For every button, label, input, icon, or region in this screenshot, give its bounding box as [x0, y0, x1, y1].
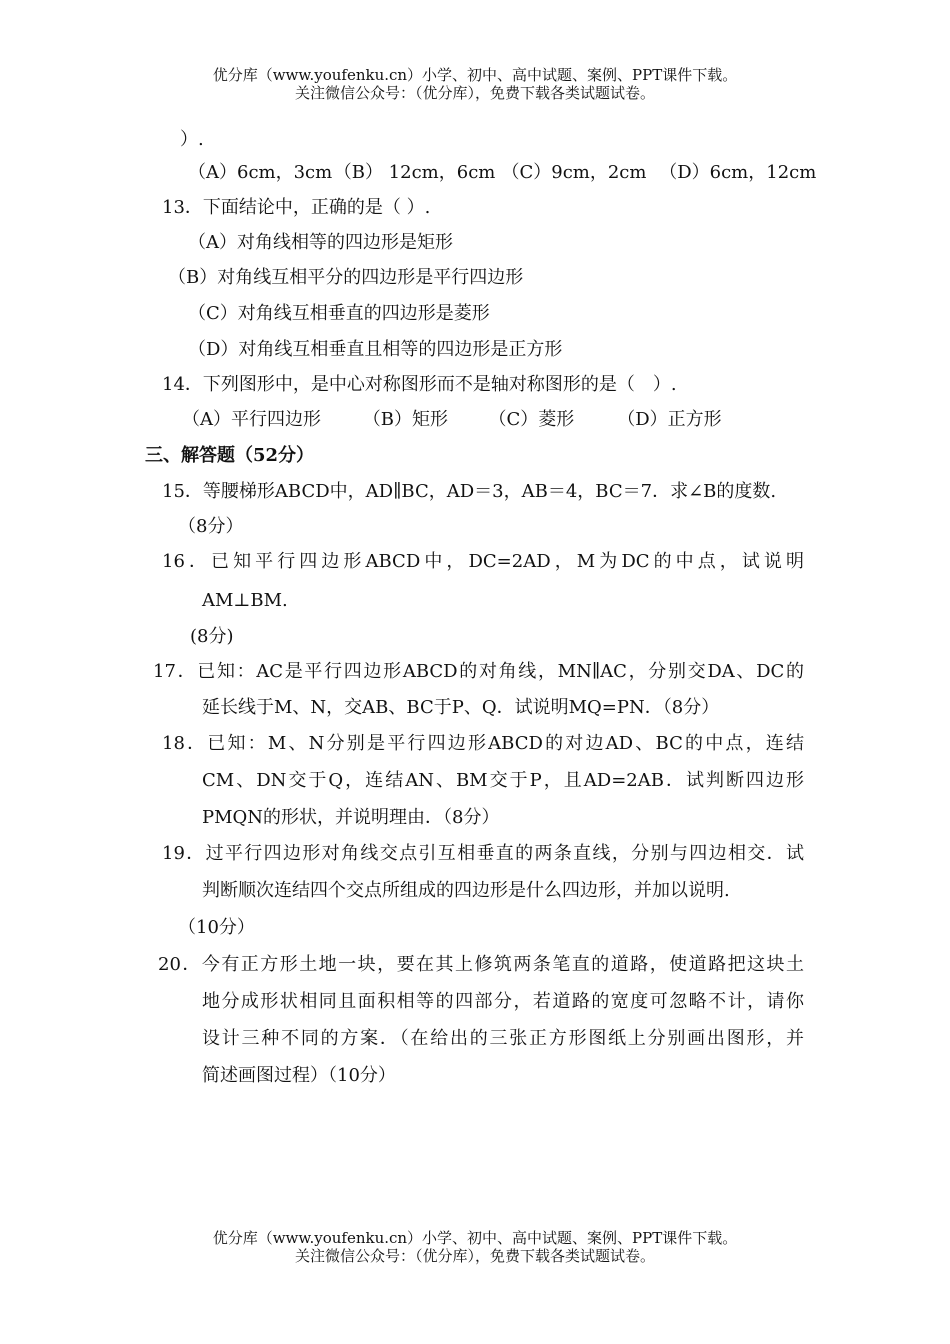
footer-line-2: 关注微信公众号：（优分库），免费下载各类试题试卷。: [294, 1247, 655, 1265]
q20-line-2: 地分成形状相同且面积相等的四部分，若道路的宽度可忽略不计，请你: [202, 991, 804, 1012]
footer-line-1: 优分库（www.youfenku.cn）小学、初中、高中试题、案例、PPT课件下载。: [212, 1229, 738, 1247]
q20-line-1: 20．今有正方形土地一块，要在其上修筑两条笔直的道路，使道路把这块土: [158, 954, 804, 975]
q12-option-d: （D）6cm，12cm: [659, 162, 817, 183]
q13-option-b: （B）对角线互相平分的四边形是平行四边形: [168, 267, 524, 288]
q19-line-2: 判断顺次连结四个交点所组成的四边形是什么四边形，并加以说明.: [202, 880, 730, 901]
q12-option-c: （C）9cm，2cm: [501, 162, 647, 183]
q20-line-3: 设计三种不同的方案．（在给出的三张正方形图纸上分别画出图形，并: [202, 1028, 804, 1049]
page-footer: [0, 1229, 950, 1265]
q13-stem: 13．下面结论中，正确的是（ ）.: [162, 197, 431, 218]
q13-option-c: （C）对角线互相垂直的四边形是菱形: [188, 303, 490, 324]
header-line-1: 优分库（www.youfenku.cn）小学、初中、高中试题、案例、PPT课件下载。: [212, 66, 738, 84]
q17-line-1: 17．已知：AC是平行四边形ABCD的对角线，MN∥AC，分别交DA、DC的: [153, 661, 804, 682]
q12-option-a: （A）6cm，3cm: [188, 162, 333, 183]
q14-option-a: （A）平行四边形: [182, 409, 321, 430]
q16-line-1: 16．已知平行四边形ABCD中，DC=2AD，M为DC的中点，试说明: [162, 551, 804, 572]
q18-line-3: PMQN的形状，并说明理由．（8分）: [202, 807, 500, 828]
q18-line-1: 18．已知：M、N分别是平行四边形ABCD的对边AD、BC的中点，连结: [162, 733, 804, 754]
q15-line-1: 15．等腰梯形ABCD中，AD∥BC，AD＝3，AB＝4，BC＝7．求∠B的度数.: [162, 481, 777, 502]
q12-option-b: （B） 12cm，6cm: [333, 162, 496, 183]
page-header: [0, 66, 950, 102]
q17-line-2: 延长线于M、N，交AB、BC于P、Q．试说明MQ=PN．（8分）: [202, 697, 720, 718]
q20-line-4: 简述画图过程）（10分）: [202, 1065, 396, 1086]
q19-line-1: 19．过平行四边形对角线交点引互相垂直的两条直线，分别与四边相交．试: [162, 843, 804, 864]
q14-options: [182, 408, 722, 432]
q16-line-2: AM⊥BM.: [202, 590, 288, 611]
q12-options: [188, 161, 816, 185]
q14-stem: 14．下列图形中，是中心对称图形而不是轴对称图形的是（ ）.: [162, 374, 677, 395]
q19-line-3: （10分）: [178, 917, 255, 938]
q13-option-a: （A）对角线相等的四边形是矩形: [188, 232, 453, 253]
q18-line-2: CM、DN交于Q，连结AN、BM交于P，且AD=2AB．试判断四边形: [202, 770, 804, 791]
q15-line-2: （8分）: [178, 516, 244, 537]
q14-option-b: （B）矩形: [362, 409, 448, 430]
q13-option-d: （D）对角线互相垂直且相等的四边形是正方形: [188, 339, 563, 360]
q12-tail: ）.: [180, 129, 204, 150]
q14-option-d: （D）正方形: [617, 409, 722, 430]
q14-option-c: （C）菱形: [488, 409, 575, 430]
section-3-title: 三、解答题（52分）: [145, 445, 315, 466]
q16-line-3: (8分): [190, 626, 234, 647]
header-line-2: 关注微信公众号：（优分库），免费下载各类试题试卷。: [294, 84, 655, 102]
